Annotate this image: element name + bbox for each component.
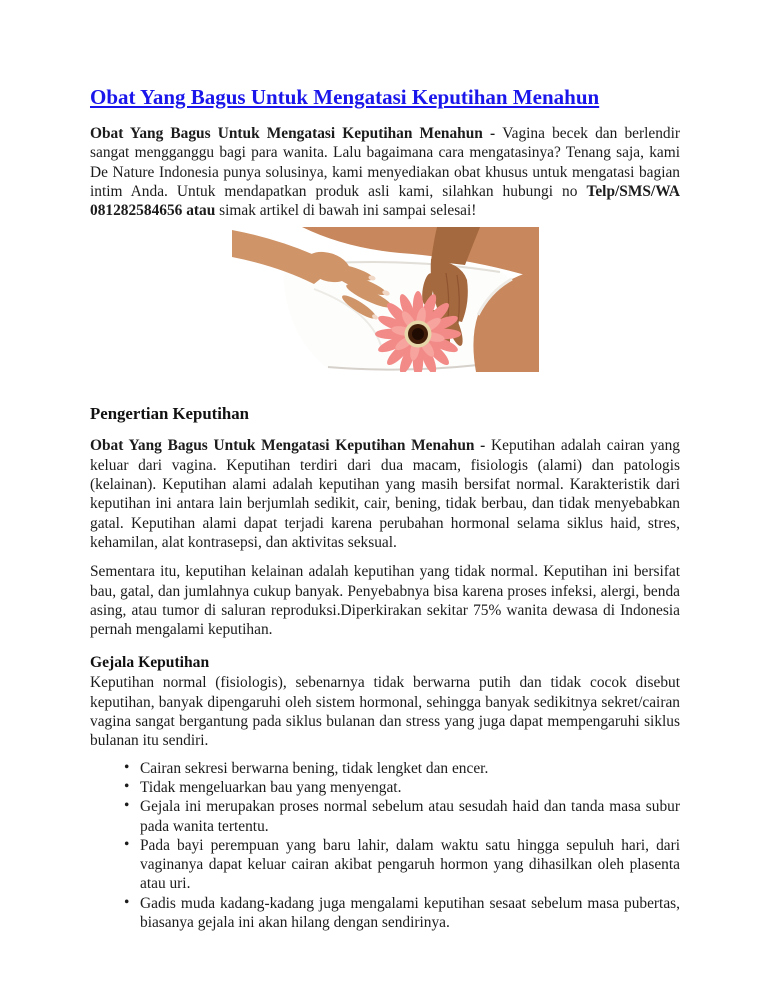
pengertian-paragraph-1 — [90, 436, 680, 552]
section-heading-gejala: Gejala Keputihan — [90, 654, 210, 672]
pengertian-lead-bold: Obat Yang Bagus Untuk Mengatasi Keputihan Menahun - — [90, 437, 492, 455]
intro-paragraph — [90, 124, 680, 220]
intro-tail-text: simak artikel di bawah ini sampai selesai! — [215, 202, 477, 220]
abdomen-flower-illustration — [232, 227, 539, 372]
list-item: • Tidak mengeluarkan bau yang menyengat. — [122, 778, 680, 797]
list-item: • Cairan sekresi berwarna bening, tidak lengket dan encer. — [122, 759, 680, 778]
list-item: • Gadis muda kadang-kadang juga mengalami keputihan sesaat sebelum masa pubertas, biasanya gejala ini akan hilang dengan sendirinya. — [122, 894, 680, 933]
intro-lead-bold: Obat Yang Bagus Untuk Mengatasi Keputihan Menahun - — [90, 125, 503, 142]
article-image — [232, 227, 539, 372]
list-item: • Pada bayi perempuan yang baru lahir, dalam waktu satu hingga sepuluh hari, dari vaginanya dapat keluar cairan akibat pengaruh hormon yang dihasilkan oleh plasenta atau uri. — [122, 836, 680, 894]
flower-core — [412, 328, 424, 340]
gejala-paragraph: Keputihan normal (fisiologis), sebenarnya tidak berwarna putih dan tidak cocok disebut keputihan, banyak dipengaruhi oleh sistem hormonal, sehingga banyak sedikitnya sekret/cairan vagina sangat bergantung pada siklus bulanan dan stress yang juga dapat mempengaruhi siklus bulanan itu sendiri. — [90, 674, 680, 750]
page-title[interactable]: Obat Yang Bagus Untuk Mengatasi Keputihan Menahun — [90, 85, 600, 109]
section-heading-pengertian: Pengertian Keputihan — [90, 404, 249, 424]
pengertian-paragraph-2: Sementara itu, keputihan kelainan adalah keputihan yang tidak normal. Keputihan ini bersifat bau, gatal, dan jumlahnya cukup banyak. Penyebabnya bisa karena proses infeksi, alergi, benda asing, atau tumor di saluran reproduksi.Diperkirakan sekitar 75% wanita dewasa di Indonesia pernah mengalami keputihan. — [90, 563, 680, 639]
list-item: • Gejala ini merupakan proses normal sebelum atau sesudah haid dan tanda masa subur pada wanita tertentu. — [122, 797, 680, 836]
pengertian-body-text: Keputihan adalah cairan yang keluar dari vagina. Keputihan terdiri dari dua macam, fisiologis (alami) dan patologis (kelainan). Keputihan alami adalah keputihan yang masih bersifat normal. Karakteristik dari keputihan ini antara lain berjumlah sedikit, cair, bening, tidak berbau, dan tidak menyebabkan gatal. Keputihan alami dapat terjadi karena perubahan hormonal selama siklus haid, stres, kehamilan, alat kontrasepsi, dan aktivitas seksual. — [90, 437, 680, 551]
symptom-list — [122, 759, 680, 933]
intro-contact-bold: Telp/SMS/WA 081282584656 atau — [90, 182, 680, 220]
intro-body-text: Vagina becek dan berlendir sangat mengganggu bagi para wanita. Lalu bagaimana cara mengatasinya? Tenang saja, kami De Nature Indonesia punya solusinya, kami menyediakan obat khusus untuk mengatasi bagian intim Anda. Untuk mendapatkan produk asli kami, silahkan hubungi no — [90, 125, 680, 200]
